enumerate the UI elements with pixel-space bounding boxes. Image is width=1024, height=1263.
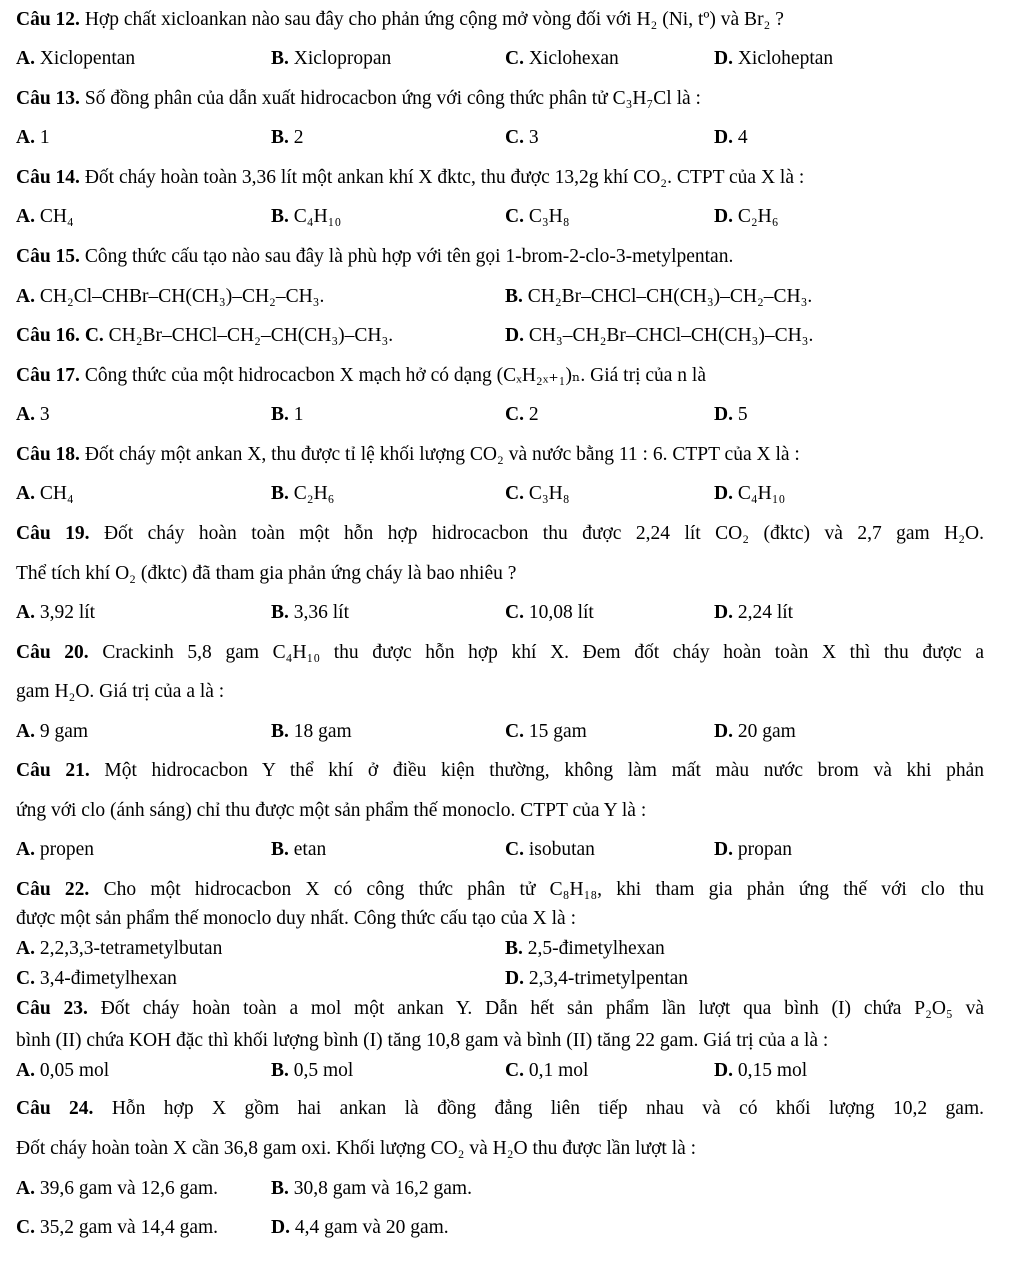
q21-option-d[interactable]: D. propan xyxy=(714,839,792,860)
q17-option-d[interactable]: D. 5 xyxy=(714,404,748,425)
question-18: Câu 18. Đốt cháy một ankan X, thu được tỉ lệ khối lượng CO₂ và nước bằng 11 : 6. CTPT của X là : xyxy=(16,444,800,465)
question-14: Câu 14. Đốt cháy hoàn toàn 3,36 lít một ankan khí X đktc, thu được 13,2g khí CO₂. CTPT của X là : xyxy=(16,167,805,188)
q22-option-c[interactable]: C. 3,4-đimetylhexan xyxy=(16,968,177,989)
q20-option-a[interactable]: A. 9 gam xyxy=(16,721,89,742)
q19-option-b[interactable]: B. 3,36 lít xyxy=(271,602,350,623)
q20-option-d[interactable]: D. 20 gam xyxy=(714,721,796,742)
question-24: Câu 24. Hỗn hợp X gồm hai ankan là đồng đẳng liên tiếp nhau và có khối lượng 10,2 gam. xyxy=(16,1098,984,1119)
q20-option-b[interactable]: B. 18 gam xyxy=(271,721,352,742)
q19-option-c[interactable]: C. 10,08 lít xyxy=(505,602,594,623)
q17-option-c[interactable]: C. 2 xyxy=(505,404,539,425)
q20-option-c[interactable]: C. 15 gam xyxy=(505,721,587,742)
q12-option-d[interactable]: D. Xicloheptan xyxy=(714,48,834,69)
q24-option-b[interactable]: B. 30,8 gam và 16,2 gam. xyxy=(271,1178,472,1199)
q14-option-a[interactable]: A. CH₄ xyxy=(16,206,74,227)
q23-option-a[interactable]: A. 0,05 mol xyxy=(16,1060,110,1081)
q16-option-d[interactable]: D. CH₃–CH₂Br–CHCl–CH(CH₃)–CH₃. xyxy=(505,325,814,346)
q16-option-c[interactable]: Câu 16. C. CH₂Br–CHCl–CH₂–CH(CH₃)–CH₃. xyxy=(16,325,394,346)
question-12: Câu 12. Hợp chất xicloankan nào sau đây cho phản ứng cộng mở vòng đối với H₂ (Ni, tº) và Br₂ ? xyxy=(16,9,784,30)
q13-option-a[interactable]: A. 1 xyxy=(16,127,50,148)
question-21: Câu 21. Một hidrocacbon Y thể khí ở điều kiện thường, không làm mất màu nước brom và khi phản xyxy=(16,760,984,781)
q22-option-b[interactable]: B. 2,5-đimetylhexan xyxy=(505,938,665,959)
q21-option-a[interactable]: A. propen xyxy=(16,839,94,860)
q17-option-b[interactable]: B. 1 xyxy=(271,404,304,425)
q23-option-c[interactable]: C. 0,1 mol xyxy=(505,1060,589,1081)
q15-option-b[interactable]: B. CH₂Br–CHCl–CH(CH₃)–CH₂–CH₃. xyxy=(505,286,813,307)
q12-option-a[interactable]: A. Xiclopentan xyxy=(16,48,136,69)
q12-option-c[interactable]: C. Xiclohexan xyxy=(505,48,619,69)
question-22-cont: được một sản phẩm thế monoclo duy nhất. Công thức cấu tạo của X là : xyxy=(16,908,576,929)
q12-option-b[interactable]: B. Xiclopropan xyxy=(271,48,392,69)
q23-option-b[interactable]: B. 0,5 mol xyxy=(271,1060,354,1081)
q14-option-c[interactable]: C. C₃H₈ xyxy=(505,206,570,227)
question-15: Câu 15. Công thức cấu tạo nào sau đây là phù hợp với tên gọi 1-brom-2-clo-3-metylpentan. xyxy=(16,246,734,267)
question-13: Câu 13. Số đồng phân của dẫn xuất hidrocacbon ứng với công thức phân tử C₃H₇Cl là : xyxy=(16,88,701,109)
q18-option-b[interactable]: B. C₂H₆ xyxy=(271,483,335,504)
question-20: Câu 20. Crackinh 5,8 gam C₄H₁₀ thu được hỗn hợp khí X. Đem đốt cháy hoàn toàn X thì thu được a xyxy=(16,642,985,663)
q15-option-a[interactable]: A. CH₂Cl–CHBr–CH(CH₃)–CH₂–CH₃. xyxy=(16,286,325,307)
q24-option-a[interactable]: A. 39,6 gam và 12,6 gam. xyxy=(16,1178,219,1199)
q22-option-d[interactable]: D. 2,3,4-trimetylpentan xyxy=(505,968,689,989)
question-19: Câu 19. Đốt cháy hoàn toàn một hỗn hợp hidrocacbon thu được 2,24 lít CO₂ (đktc) và 2,7 gam H₂O. xyxy=(16,523,985,544)
question-21-cont: ứng với clo (ánh sáng) chỉ thu được một sản phẩm thế monoclo. CTPT của Y là : xyxy=(16,800,647,821)
question-24-cont: Đốt cháy hoàn toàn X cần 36,8 gam oxi. Khối lượng CO₂ và H₂O thu được lần lượt là : xyxy=(16,1138,697,1159)
q13-option-b[interactable]: B. 2 xyxy=(271,127,304,148)
question-22: Câu 22. Cho một hidrocacbon X có công thức phân tử C₈H₁₈, khi tham gia phản ứng thế với clo thu xyxy=(16,879,985,900)
q13-option-d[interactable]: D. 4 xyxy=(714,127,748,148)
question-20-cont: gam H₂O. Giá trị của a là : xyxy=(16,681,225,702)
question-19-cont: Thể tích khí O₂ (đktc) đã tham gia phản ứng cháy là bao nhiêu ? xyxy=(16,563,517,584)
q13-option-c[interactable]: C. 3 xyxy=(505,127,539,148)
question-23: Câu 23. Đốt cháy hoàn toàn a mol một ankan Y. Dẫn hết sản phẩm lần lượt qua bình (I) chứa P₂O₅ và xyxy=(16,998,985,1019)
q14-option-d[interactable]: D. C₂H₆ xyxy=(714,206,779,227)
q14-option-b[interactable]: B. C₄H₁₀ xyxy=(271,206,342,227)
question-17: Câu 17. Công thức của một hidrocacbon X mạch hở có dạng (CₓH₂ₓ₊₁)ₙ. Giá trị của n là xyxy=(16,365,706,386)
q22-option-a[interactable]: A. 2,2,3,3-tetrametylbutan xyxy=(16,938,223,959)
q23-option-d[interactable]: D. 0,15 mol xyxy=(714,1060,808,1081)
q19-option-d[interactable]: D. 2,24 lít xyxy=(714,602,794,623)
q18-option-d[interactable]: D. C₄H₁₀ xyxy=(714,483,786,504)
q18-option-c[interactable]: C. C₃H₈ xyxy=(505,483,570,504)
q24-option-d[interactable]: D. 4,4 gam và 20 gam. xyxy=(271,1217,449,1238)
q21-option-c[interactable]: C. isobutan xyxy=(505,839,595,860)
question-23-cont: bình (II) chứa KOH đặc thì khối lượng bình (I) tăng 10,8 gam và bình (II) tăng 22 gam. Giá trị của a là : xyxy=(16,1030,829,1051)
q21-option-b[interactable]: B. etan xyxy=(271,839,327,860)
q19-option-a[interactable]: A. 3,92 lít xyxy=(16,602,96,623)
q18-option-a[interactable]: A. CH₄ xyxy=(16,483,74,504)
q24-option-c[interactable]: C. 35,2 gam và 14,4 gam. xyxy=(16,1217,219,1238)
q17-option-a[interactable]: A. 3 xyxy=(16,404,50,425)
